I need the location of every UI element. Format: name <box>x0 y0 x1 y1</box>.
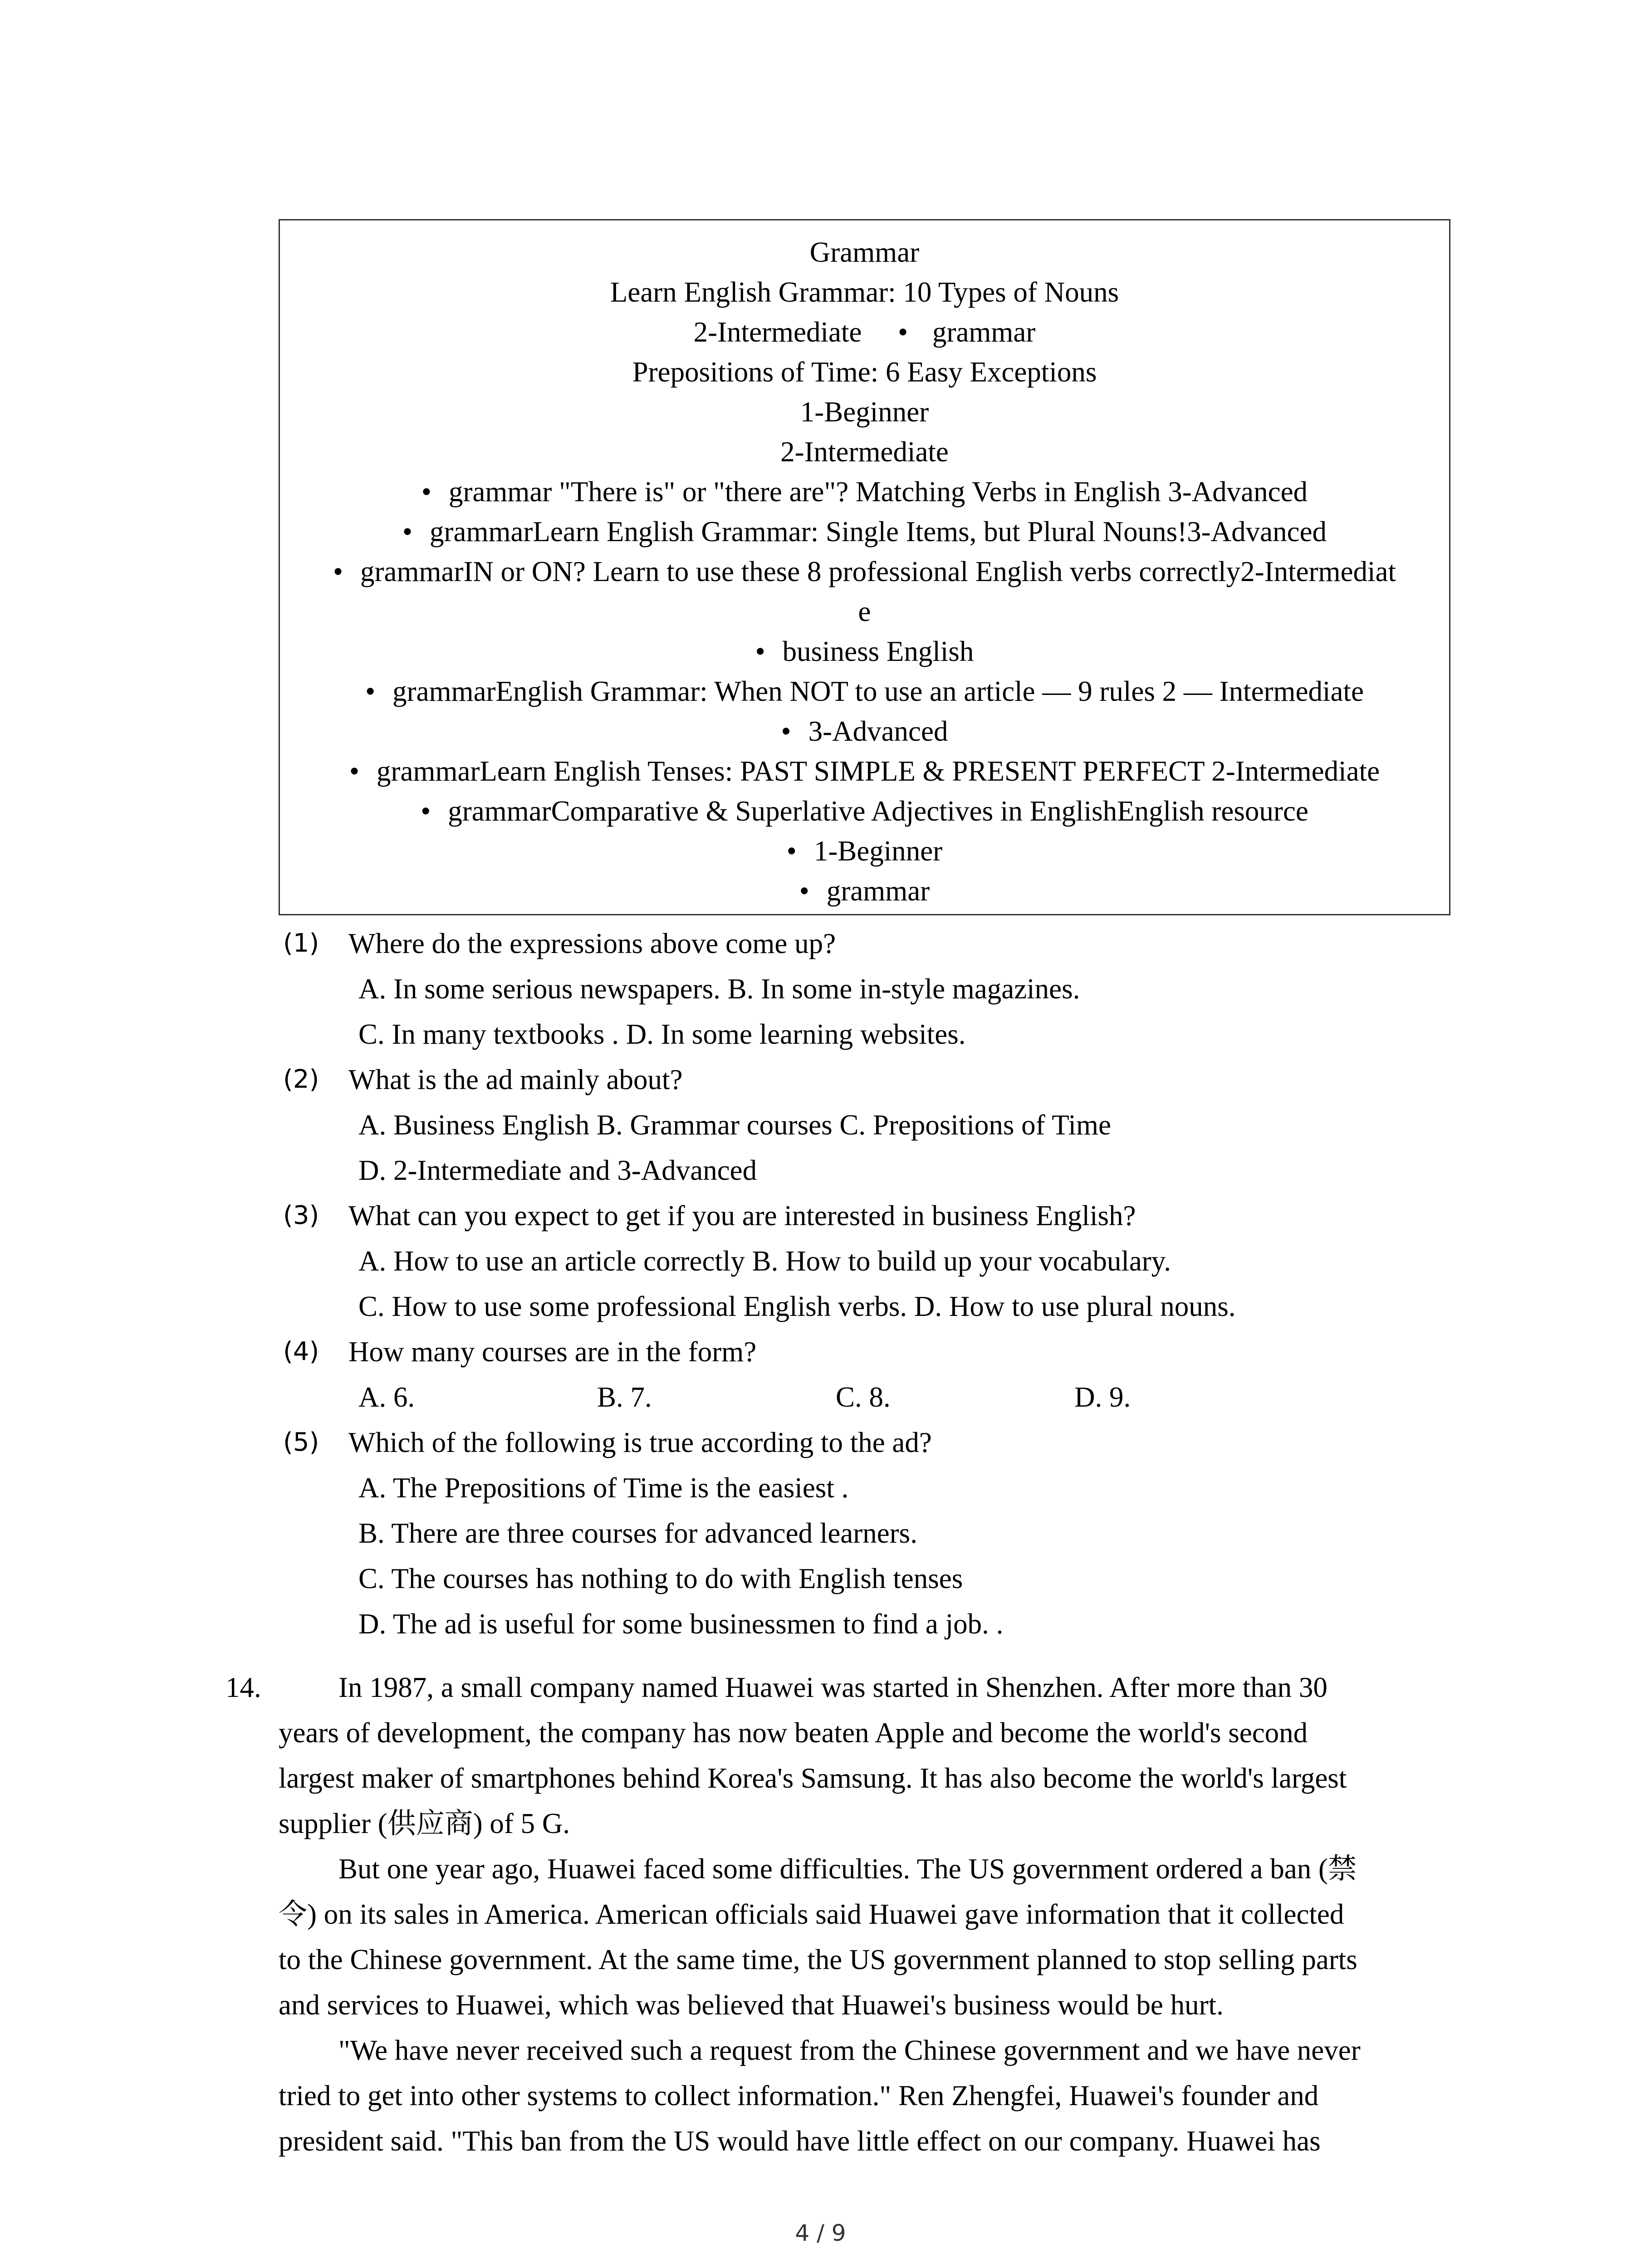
passage-line: tried to get into other systems to collect information." Ren Zhengfei, Huawei's founder and <box>279 2080 1319 2112</box>
bullet: • <box>349 755 360 787</box>
option-d: D. The ad is useful for some businessmen to find a job. . <box>358 1608 1004 1640</box>
ad-item-text: grammarComparative & Superlative Adjectives in EnglishEnglish resource <box>448 795 1308 827</box>
question-number: (2) <box>283 1065 319 1094</box>
ad-item-text: grammarIN or ON? Learn to use these 8 professional English verbs correctly2-Intermediat <box>360 556 1396 587</box>
ad-line-beginner: 1-Beginner <box>800 396 929 428</box>
ad-item-text: grammarEnglish Grammar: When NOT to use an article — 9 rules 2 — Intermediate <box>392 675 1364 707</box>
ad-level-label: 2-Intermediate <box>693 316 862 348</box>
passage-number: 14. <box>225 1672 261 1703</box>
ad-item-text: grammar "There is" or "there are"? Matching Verbs in English 3-Advanced <box>448 476 1308 508</box>
ad-line-in-or-on <box>280 552 1449 591</box>
bullet: • <box>786 835 797 867</box>
question-options: C. In many textbooks . D. In some learning websites. <box>358 1018 966 1050</box>
question-stem: What can you expect to get if you are interested in business English? <box>348 1200 1136 1232</box>
ad-tag-label: grammar <box>932 316 1036 348</box>
passage-line: years of development, the company has now beaten Apple and become the world's second <box>279 1717 1308 1749</box>
ad-item-text: grammar <box>826 875 930 907</box>
question-number: (4) <box>283 1337 319 1366</box>
ad-item-text: 1-Beginner <box>813 835 943 867</box>
bullet: • <box>755 635 765 667</box>
passage-line: "We have never received such a request from the Chinese government and we have never <box>338 2034 1361 2066</box>
passage-line: In 1987, a small company named Huawei was started in Shenzhen. After more than 30 <box>338 1672 1327 1703</box>
passage-line: But one year ago, Huawei faced some difficulties. The US government ordered a ban (禁 <box>338 1853 1357 1885</box>
passage-line: and services to Huawei, which was believed that Huawei's business would be hurt. <box>279 1989 1224 2021</box>
question-stem: Where do the expressions above come up? <box>348 928 836 959</box>
ad-item-text: grammarLearn English Grammar: Single Items, but Plural Nouns!3-Advanced <box>430 516 1327 547</box>
bullet: • <box>898 316 908 348</box>
ad-line-intermediate: 2-Intermediate <box>780 436 949 468</box>
question-stem: How many courses are in the form? <box>348 1336 757 1368</box>
ad-line-tenses <box>280 751 1449 791</box>
bullet: • <box>333 556 343 587</box>
ad-line-nouns: Learn English Grammar: 10 Types of Nouns <box>610 276 1119 308</box>
question-stem: Which of the following is true according to the ad? <box>348 1427 932 1458</box>
option-b: B. 7. <box>597 1381 652 1413</box>
option-c: C. The courses has nothing to do with English tenses <box>358 1563 963 1594</box>
grammar-ad-box <box>279 219 1450 915</box>
option-b: B. There are three courses for advanced learners. <box>358 1517 917 1549</box>
question-options: A. Business English B. Grammar courses C. Prepositions of Time <box>358 1109 1112 1141</box>
passage-line: supplier (供应商) of 5 G. <box>279 1808 570 1839</box>
ad-line-advanced <box>280 711 1449 751</box>
ad-item-text: grammarLearn English Tenses: PAST SIMPLE & PRESENT PERFECT 2-Intermediate <box>377 755 1380 787</box>
question-number: (1) <box>283 929 319 958</box>
option-c: C. 8. <box>836 1381 891 1413</box>
ad-line-grammar-bullet <box>280 871 1449 911</box>
passage-line: president said. "This ban from the US would have little effect on our company. Huawei has <box>279 2125 1321 2157</box>
option-a: A. 6. <box>358 1381 415 1413</box>
question-options: D. 2-Intermediate and 3-Advanced <box>358 1154 757 1186</box>
ad-line-beginner-bullet <box>280 831 1449 871</box>
bullet: • <box>365 675 376 707</box>
ad-line-there-is <box>280 472 1449 512</box>
bullet: • <box>421 795 431 827</box>
ad-line-level-grammar <box>280 312 1449 352</box>
ad-line-article <box>280 671 1449 711</box>
passage-line: to the Chinese government. At the same time, the US government planned to stop selling parts <box>279 1944 1357 1975</box>
question-stem: What is the ad mainly about? <box>348 1064 683 1095</box>
option-a: A. The Prepositions of Time is the easiest . <box>358 1472 849 1504</box>
ad-item-text: business English <box>782 635 974 667</box>
ad-heading: Grammar <box>809 236 920 268</box>
question-number: (5) <box>283 1427 319 1457</box>
bullet: • <box>402 516 413 547</box>
ad-item-text: 3-Advanced <box>808 715 948 747</box>
bullet: • <box>421 476 431 508</box>
question-number: (3) <box>283 1201 319 1230</box>
ad-line-wrap-e: e <box>858 596 871 627</box>
ad-line-prepositions: Prepositions of Time: 6 Easy Exceptions <box>632 356 1097 388</box>
ad-line-plural-nouns <box>280 512 1449 552</box>
ad-line-comparative <box>280 791 1449 831</box>
question-options: A. How to use an article correctly B. How to build up your vocabulary. <box>358 1245 1171 1277</box>
option-d: D. 9. <box>1074 1381 1131 1413</box>
page-number: 4 / 9 <box>795 2220 846 2246</box>
passage-line: largest maker of smartphones behind Korea's Samsung. It has also become the world's largest <box>279 1762 1347 1794</box>
passage-line: 令) on its sales in America. American officials said Huawei gave information that it collected <box>279 1898 1344 1930</box>
bullet: • <box>781 715 791 747</box>
ad-line-business-english <box>280 631 1449 671</box>
question-options: C. How to use some professional English verbs. D. How to use plural nouns. <box>358 1290 1236 1322</box>
question-options: A. In some serious newspapers. B. In some in-style magazines. <box>358 973 1080 1005</box>
bullet: • <box>799 875 809 907</box>
